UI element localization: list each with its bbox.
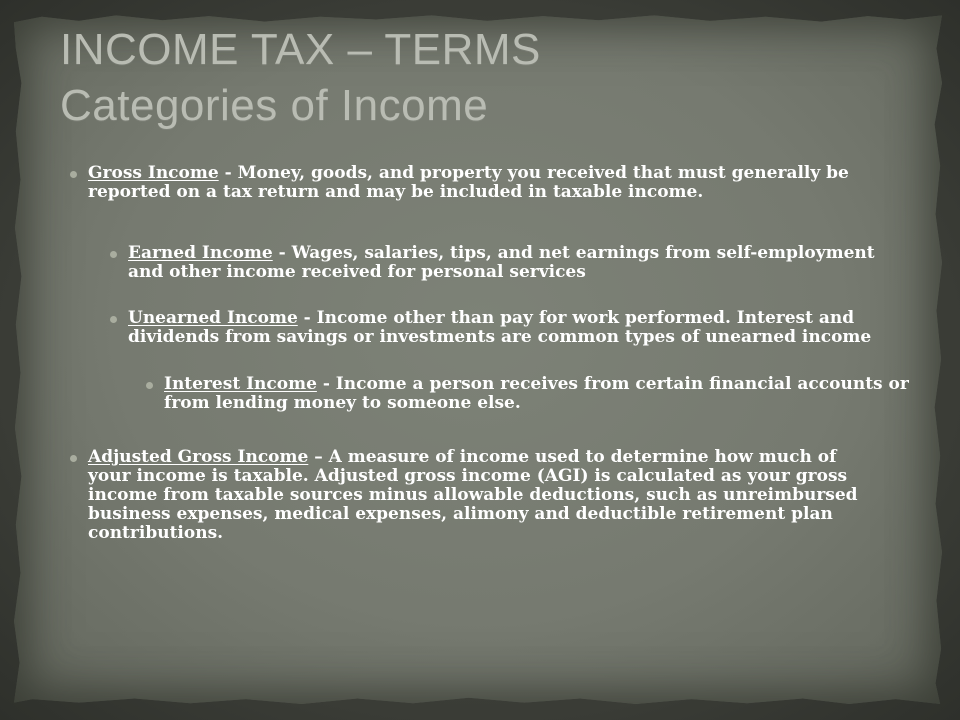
term-description: - Money, goods, and property you received that must generally be reported on a tax return and may be included in taxable income. — [88, 163, 849, 202]
list-item-unearned-income — [110, 309, 878, 347]
bullet-icon — [70, 171, 77, 178]
list-item-earned-income — [110, 244, 878, 282]
term-description: - Wages, salaries, tips, and net earnings from self-employment and other income received for personal services — [128, 243, 875, 282]
list-item-gross-income — [70, 164, 878, 202]
list-item-interest-income — [146, 375, 924, 413]
term-label: Earned Income — [128, 243, 273, 263]
term-label: Unearned Income — [128, 308, 298, 328]
bullet-icon — [110, 316, 117, 323]
term-description: – A measure of income used to determine how much of your income is taxable. Adjusted gross income (AGI) is calculated as your gross income from taxable sources minus allowable deductions, such as unreimbursed business expenses, medical expenses, alimony and deductible retirement plan contributions. — [88, 447, 858, 543]
bullet-list — [70, 164, 910, 543]
title-line-2: Categories of Income — [60, 81, 489, 130]
term-label: Gross Income — [88, 163, 219, 183]
term-label: Adjusted Gross Income — [88, 447, 309, 467]
bullet-icon — [70, 455, 77, 462]
term-description: - Income a person receives from certain financial accounts or from lending money to someone else. — [164, 374, 909, 413]
bullet-icon — [110, 251, 117, 258]
bullet-icon — [146, 382, 153, 389]
list-item-adjusted-gross-income — [70, 448, 878, 543]
term-description: - Income other than pay for work performed. Interest and dividends from savings or investments are common types of unearned income — [128, 308, 872, 347]
slide-title — [60, 22, 541, 134]
term-label: Interest Income — [164, 374, 317, 394]
title-line-1: INCOME TAX – TERMS — [60, 25, 541, 74]
